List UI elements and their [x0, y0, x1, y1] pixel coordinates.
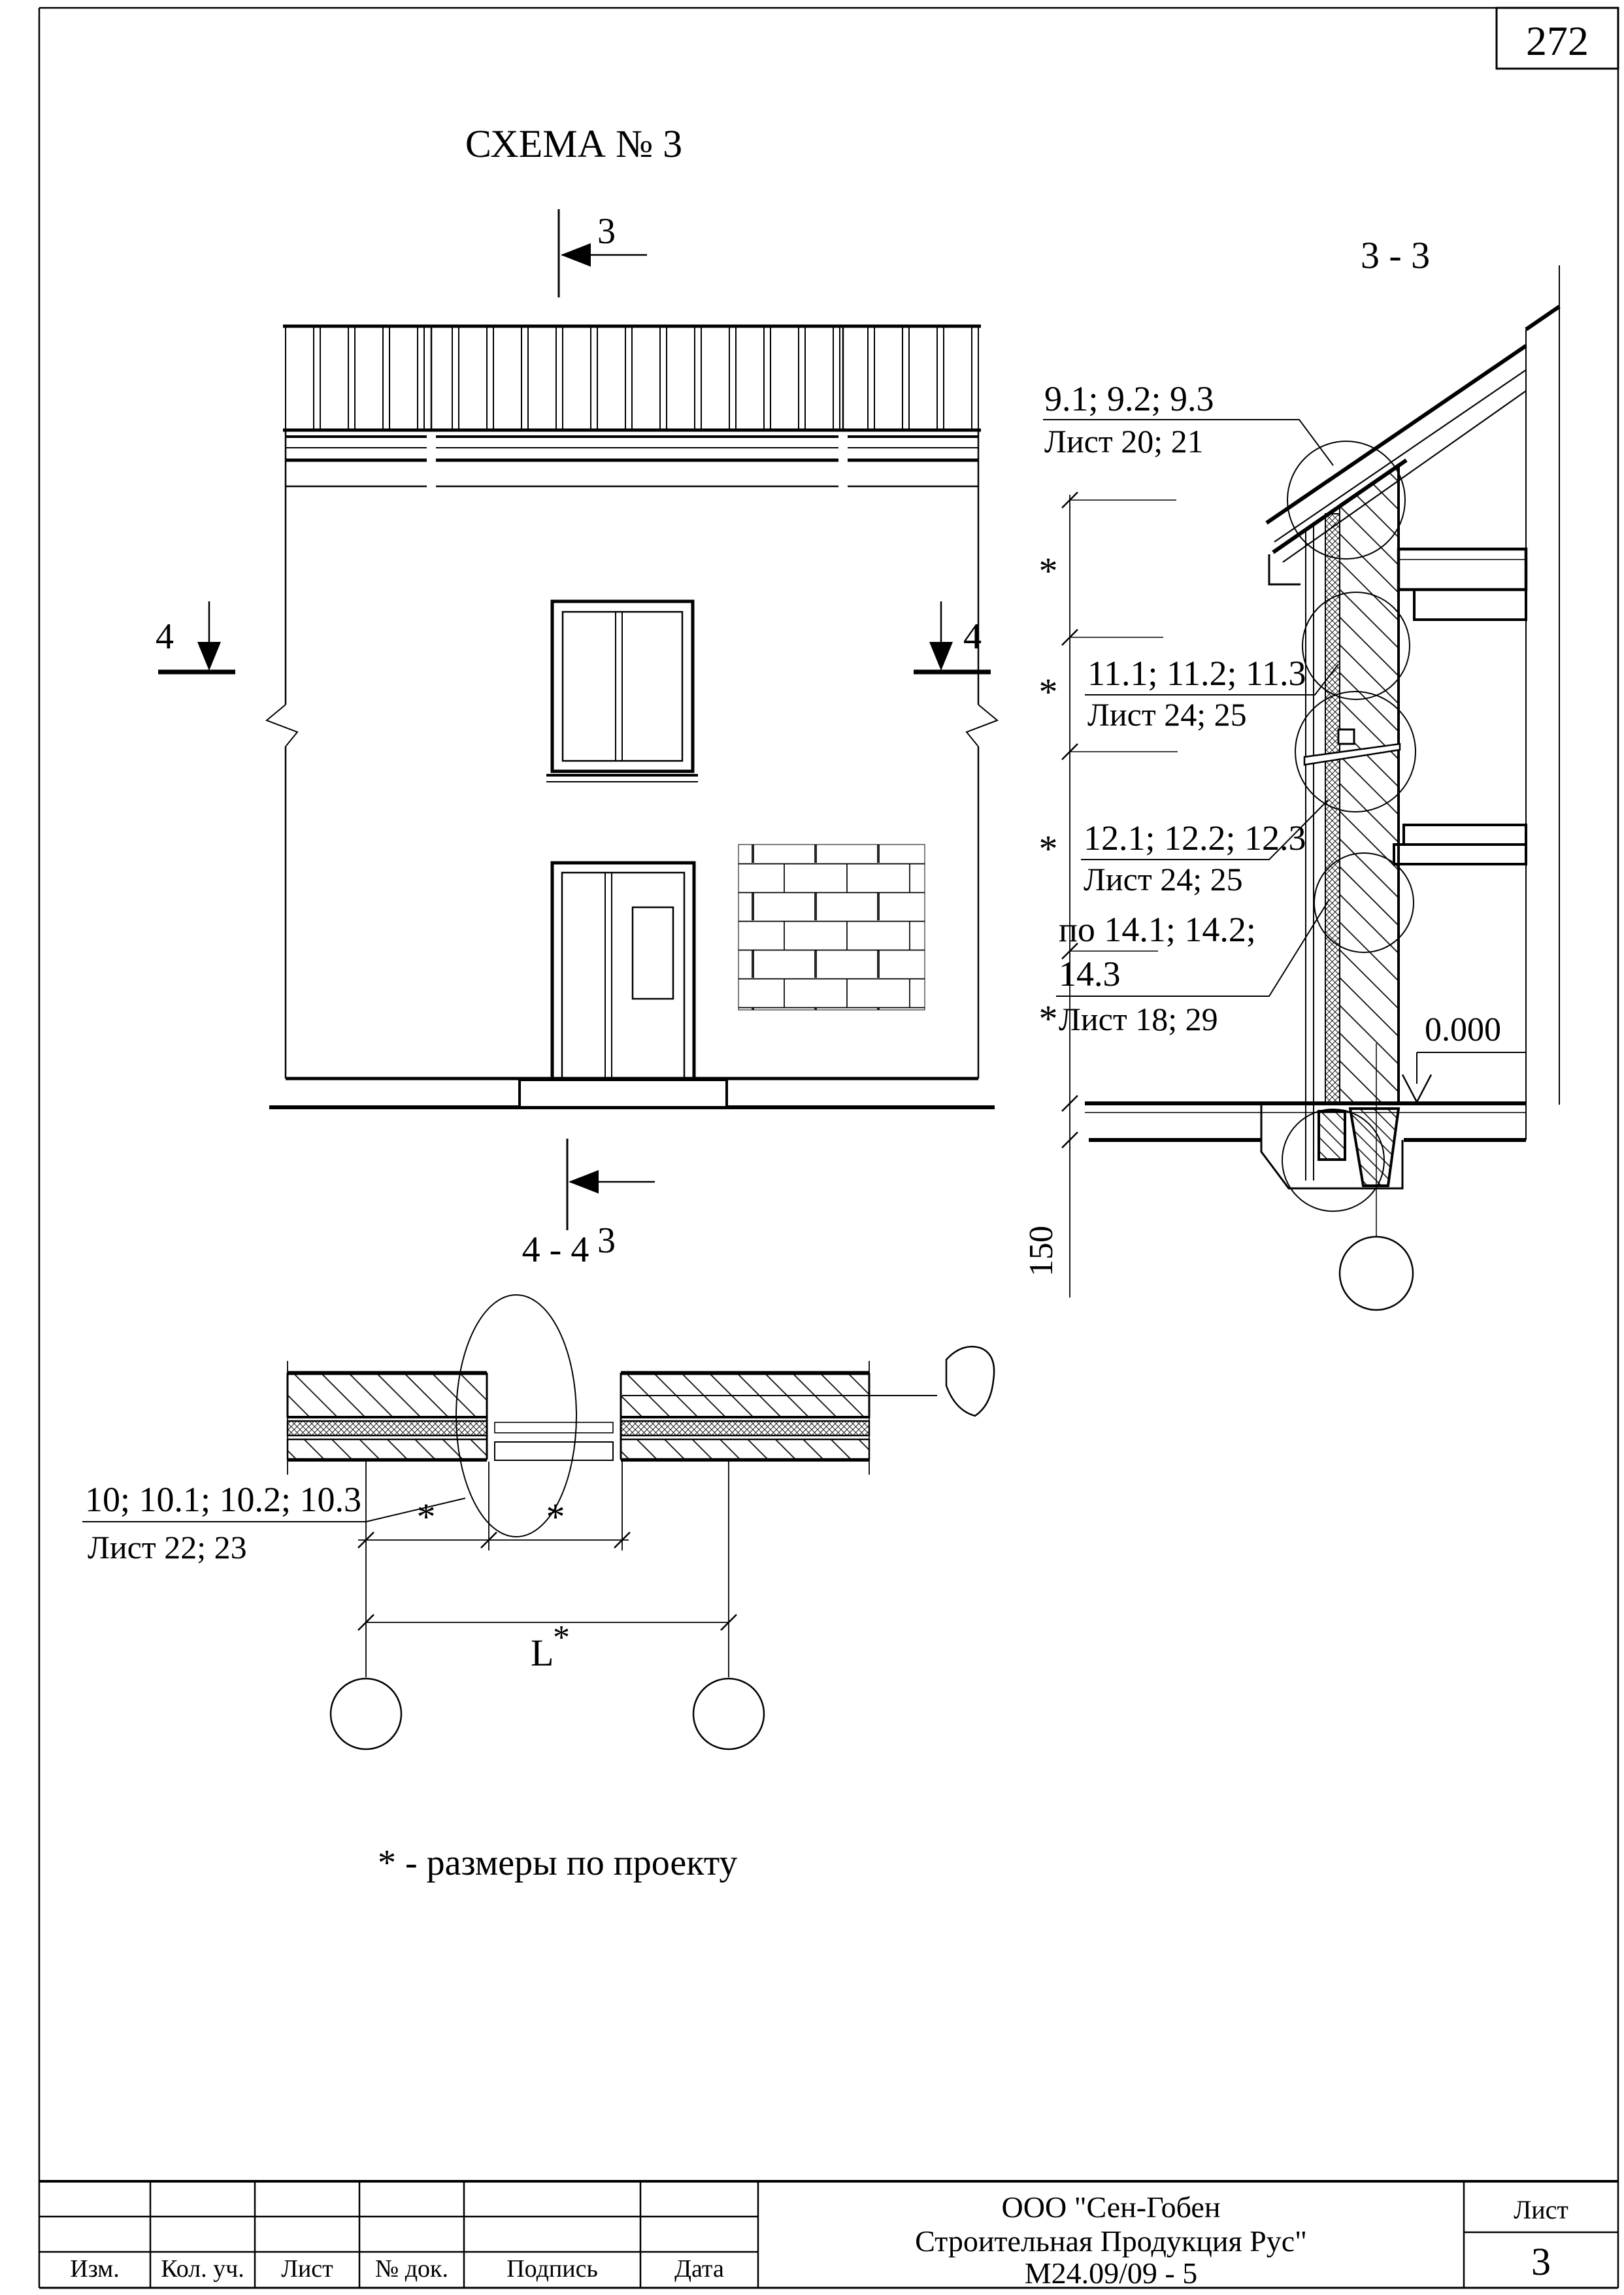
- schema-title: СХЕМА № 3: [465, 122, 683, 165]
- column-list: Лист: [281, 2255, 333, 2283]
- company-line-1: ООО "Сен-Гобен: [1001, 2190, 1221, 2224]
- dim-star: *: [416, 1496, 436, 1538]
- callout-12-sheets: Лист 24; 25: [1084, 861, 1243, 897]
- inner-layer-right: [621, 1439, 869, 1459]
- section-4-4-view: [82, 1230, 994, 1749]
- section-mark-3-label: 3: [597, 211, 616, 252]
- column-podpis: Подпись: [506, 2255, 598, 2283]
- floor-slabs: [1394, 549, 1526, 864]
- section-mark-4-label: 4: [156, 616, 174, 657]
- row-dividers: [39, 2217, 758, 2252]
- level-mark: [1402, 1011, 1526, 1102]
- flashing-block: [1338, 729, 1354, 744]
- dim-L-sup: *: [553, 1619, 570, 1656]
- callout-14-sheets: Лист 18; 29: [1059, 1001, 1218, 1037]
- callout-14-positions-2: 14.3: [1059, 954, 1121, 994]
- callout-11-positions: 11.1; 11.2; 11.3: [1087, 654, 1306, 693]
- callout-12: [1081, 800, 1328, 897]
- dim-star: *: [1038, 997, 1058, 1040]
- footnote: [378, 1843, 737, 1883]
- section-3-3-view: [1023, 234, 1559, 1310]
- section-mark-4-label: 4: [963, 616, 982, 657]
- fascia-bands: [286, 437, 978, 486]
- company-line-2: Строительная Продукция Рус": [915, 2224, 1307, 2258]
- callout-9: [1043, 379, 1333, 465]
- grid-bubble: [1340, 1237, 1413, 1310]
- door-leaf: [562, 873, 684, 1079]
- joint-closer: [495, 1442, 613, 1460]
- callout-10-sheets: Лист 22; 23: [88, 1529, 247, 1566]
- dim-star: *: [1038, 828, 1058, 870]
- callout-11-sheets: Лист 24; 25: [1087, 696, 1247, 733]
- document-number: М24.09/09 - 5: [1024, 2256, 1198, 2290]
- brick-patch: [738, 845, 925, 1010]
- sheet-number: 3: [1531, 2240, 1551, 2283]
- column-kol-uch: Кол. уч.: [161, 2255, 244, 2283]
- window-mullion: [616, 612, 622, 761]
- section-4-4-title: 4 - 4: [522, 1230, 589, 1270]
- slab-attic: [1399, 549, 1526, 590]
- foundation-block: [1319, 1111, 1345, 1160]
- callout-9-sheets: Лист 20; 21: [1044, 423, 1204, 460]
- title-block: [39, 2181, 1618, 2290]
- callout-14-positions-1: по 14.1; 14.2;: [1059, 910, 1256, 949]
- slab-interfloor: [1404, 825, 1526, 845]
- break-mark-left: [267, 705, 297, 746]
- callout-14: [1056, 899, 1329, 1037]
- sheet-label: Лист: [1514, 2195, 1568, 2224]
- callout-11: [1085, 654, 1338, 733]
- section-mark-3-top: [559, 209, 647, 297]
- dim-star: *: [1038, 671, 1058, 713]
- grid-bubble: [331, 1679, 401, 1749]
- break-mark-right: [967, 705, 997, 746]
- arrow-left-icon: [561, 243, 591, 267]
- section-3-3-title: 3 - 3: [1360, 234, 1431, 276]
- note-text: * - размеры по проекту: [378, 1843, 738, 1883]
- section-mark-4-right: [914, 601, 991, 672]
- dim-L: L: [531, 1632, 554, 1674]
- section-mark-3-label: 3: [597, 1220, 616, 1261]
- column-data: Дата: [674, 2255, 724, 2283]
- eave-bracket: [1269, 554, 1301, 584]
- page-number: 272: [1526, 18, 1589, 64]
- door: [520, 863, 727, 1107]
- grid-bubble: [693, 1679, 764, 1749]
- section-mark-4-left: [156, 601, 235, 672]
- dim-150: 150: [1023, 1226, 1060, 1277]
- wall-band: [288, 1295, 994, 1537]
- roof-cladding: [283, 325, 981, 431]
- joint-membrane: [495, 1422, 613, 1433]
- dimensions-4-4: [331, 1462, 764, 1749]
- foundation-key: [1350, 1109, 1399, 1186]
- roof-slope: [1267, 265, 1559, 1140]
- insulation-right: [621, 1421, 869, 1435]
- dim-star: *: [1038, 550, 1058, 592]
- level-value: 0.000: [1425, 1011, 1501, 1048]
- callout-9-positions: 9.1; 9.2; 9.3: [1044, 379, 1214, 418]
- slab-attic-ledge: [1414, 590, 1526, 620]
- outer-cladding: [1306, 523, 1314, 1181]
- column-no-dok: № док.: [374, 2255, 449, 2283]
- arrow-down-icon: [929, 642, 953, 671]
- dim-star: *: [546, 1496, 565, 1538]
- panel-joint-edges: [487, 1373, 621, 1459]
- column-izm: Изм.: [70, 2255, 120, 2283]
- callout-10-positions: 10; 10.1; 10.2; 10.3: [85, 1480, 362, 1519]
- callout-12-positions: 12.1; 12.2; 12.3: [1084, 818, 1306, 858]
- arrow-left-icon: [569, 1170, 599, 1194]
- marker-blob: [946, 1347, 994, 1416]
- masonry-layer: [1340, 464, 1399, 1103]
- arrow-down-icon: [197, 642, 221, 671]
- door-step: [520, 1080, 727, 1107]
- callout-10: [82, 1480, 465, 1566]
- door-mullion: [605, 873, 612, 1079]
- slab-interfloor-ledge: [1394, 845, 1526, 864]
- elevation-view: [156, 122, 997, 1261]
- door-glazing: [633, 907, 673, 999]
- window: [546, 601, 698, 782]
